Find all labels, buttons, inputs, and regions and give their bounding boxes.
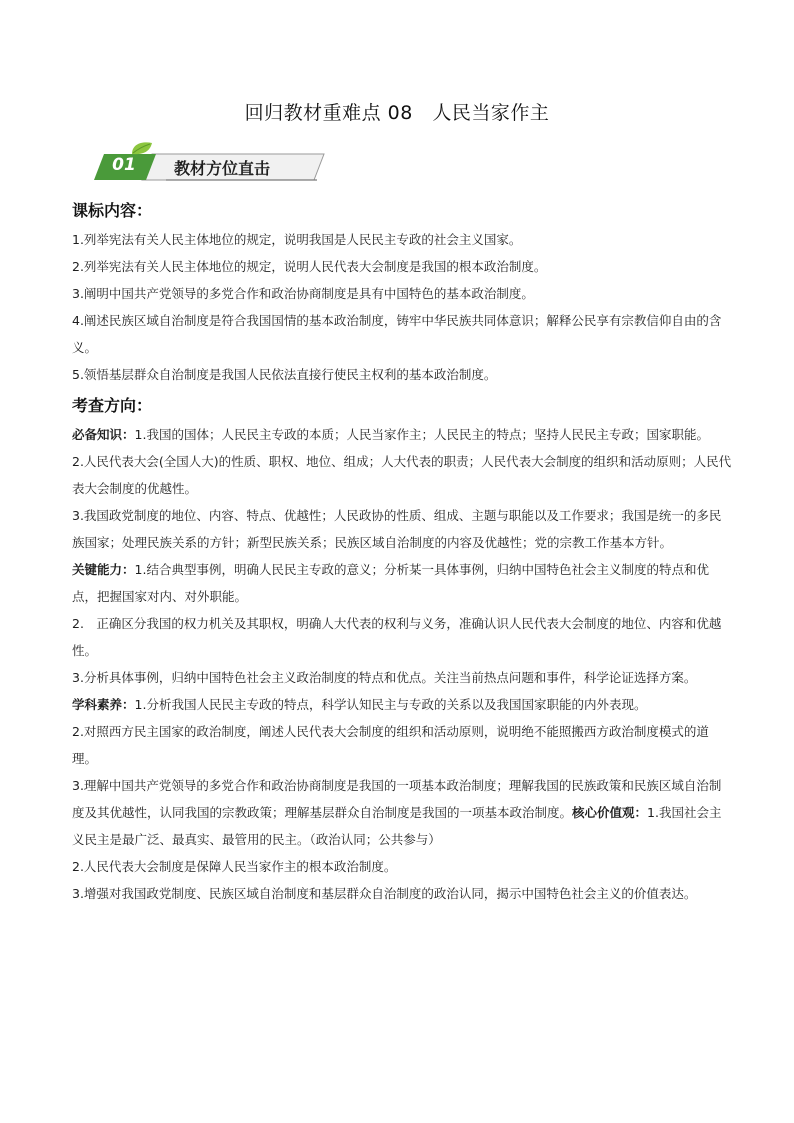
curriculum-item: 4.阐述民族区域自治制度是符合我国国情的基本政治制度，铸牢中华民族共同体意识；解释公民享有宗教信仰自由的含义。 — [72, 313, 722, 355]
knowledge-label: 必备知识： — [72, 427, 135, 442]
ability-text: 1.结合典型事例，明确人民民主专政的意义；分析某一具体事例，归纳中国特色社会主义制度的特点和优点，把握国家对内、对外职能。 — [72, 562, 709, 604]
page-title: 回归教材重难点 08 人民当家作主 — [244, 102, 550, 124]
knowledge-item — [72, 421, 732, 448]
values-item: 3.增强对我国政党制度、民族区域自治制度和基层群众自治制度的政治认同，揭示中国特色社会主义的价值表达。 — [72, 886, 697, 901]
section-banner — [92, 142, 372, 184]
curriculum-item: 5.领悟基层群众自治制度是我国人民依法直接行使民主权利的基本政治制度。 — [72, 367, 497, 382]
literacy-text: 1.分析我国人民民主专政的特点，科学认知民主与专政的关系以及我国国家职能的内外表现。 — [134, 697, 647, 712]
ability-item — [72, 556, 732, 610]
literacy-item — [72, 691, 732, 718]
banner-label: 教材方位直击 — [174, 159, 271, 178]
literacy-text: 3.理解中国共产党领导的多党合作和政治协商制度是我国的一项基本政治制度；理解我国的民族政策和民族区域自治制度及其优越性，认同我国的宗教政策；理解基层群众自治制度是我国的一项基本政治制度。 — [72, 778, 722, 820]
knowledge-item: 3.我国政党制度的地位、内容、特点、优越性；人民政协的性质、组成、主题与职能以及工作要求；我国是统一的多民族国家；处理民族关系的方针；新型民族关系；民族区域自治制度的内容及优越性；党的宗教工作基本方针。 — [72, 508, 722, 550]
literacy-label: 学科素养： — [72, 697, 135, 712]
curriculum-item: 1.列举宪法有关人民主体地位的规定，说明我国是人民民主专政的社会主义国家。 — [72, 232, 522, 247]
curriculum-heading: 课标内容： — [72, 201, 153, 220]
curriculum-item: 2.列举宪法有关人民主体地位的规定，说明人民代表大会制度是我国的根本政治制度。 — [72, 259, 547, 274]
literacy-item — [72, 772, 732, 853]
main-content — [72, 196, 732, 907]
curriculum-item: 3.阐明中国共产党领导的多党合作和政治协商制度是具有中国特色的基本政治制度。 — [72, 286, 534, 301]
values-item: 2.人民代表大会制度是保障人民当家作主的根本政治制度。 — [72, 859, 397, 874]
values-text: 1.我国社会主义民主是最广泛、最真实、最管用的民主。（政治认同；公共参与） — [72, 805, 722, 847]
ability-item: 3.分析具体事例，归纳中国特色社会主义政治制度的特点和优点。关注当前热点问题和事件，科学论证选择方案。 — [72, 670, 697, 685]
knowledge-text: 1.我国的国体；人民民主专政的本质；人民当家作主；人民民主的特点；坚持人民民主专政；国家职能。 — [134, 427, 709, 442]
values-label: 核心价值观： — [572, 805, 648, 820]
ability-item: 2. 正确区分我国的权力机关及其职权，明确人大代表的权利与义务，准确认识人民代表大会制度的地位、内容和优越性。 — [72, 616, 722, 658]
banner-number: 01 — [112, 155, 136, 175]
ability-label: 关键能力： — [72, 562, 135, 577]
exam-heading: 考查方向： — [72, 396, 153, 415]
literacy-item: 2.对照西方民主国家的政治制度，阐述人民代表大会制度的组织和活动原则，说明绝不能照搬西方政治制度模式的道理。 — [72, 724, 709, 766]
knowledge-item: 2.人民代表大会(全国人大)的性质、职权、地位、组成；人大代表的职责；人民代表大会制度的组织和活动原则；人民代表大会制度的优越性。 — [72, 454, 732, 496]
